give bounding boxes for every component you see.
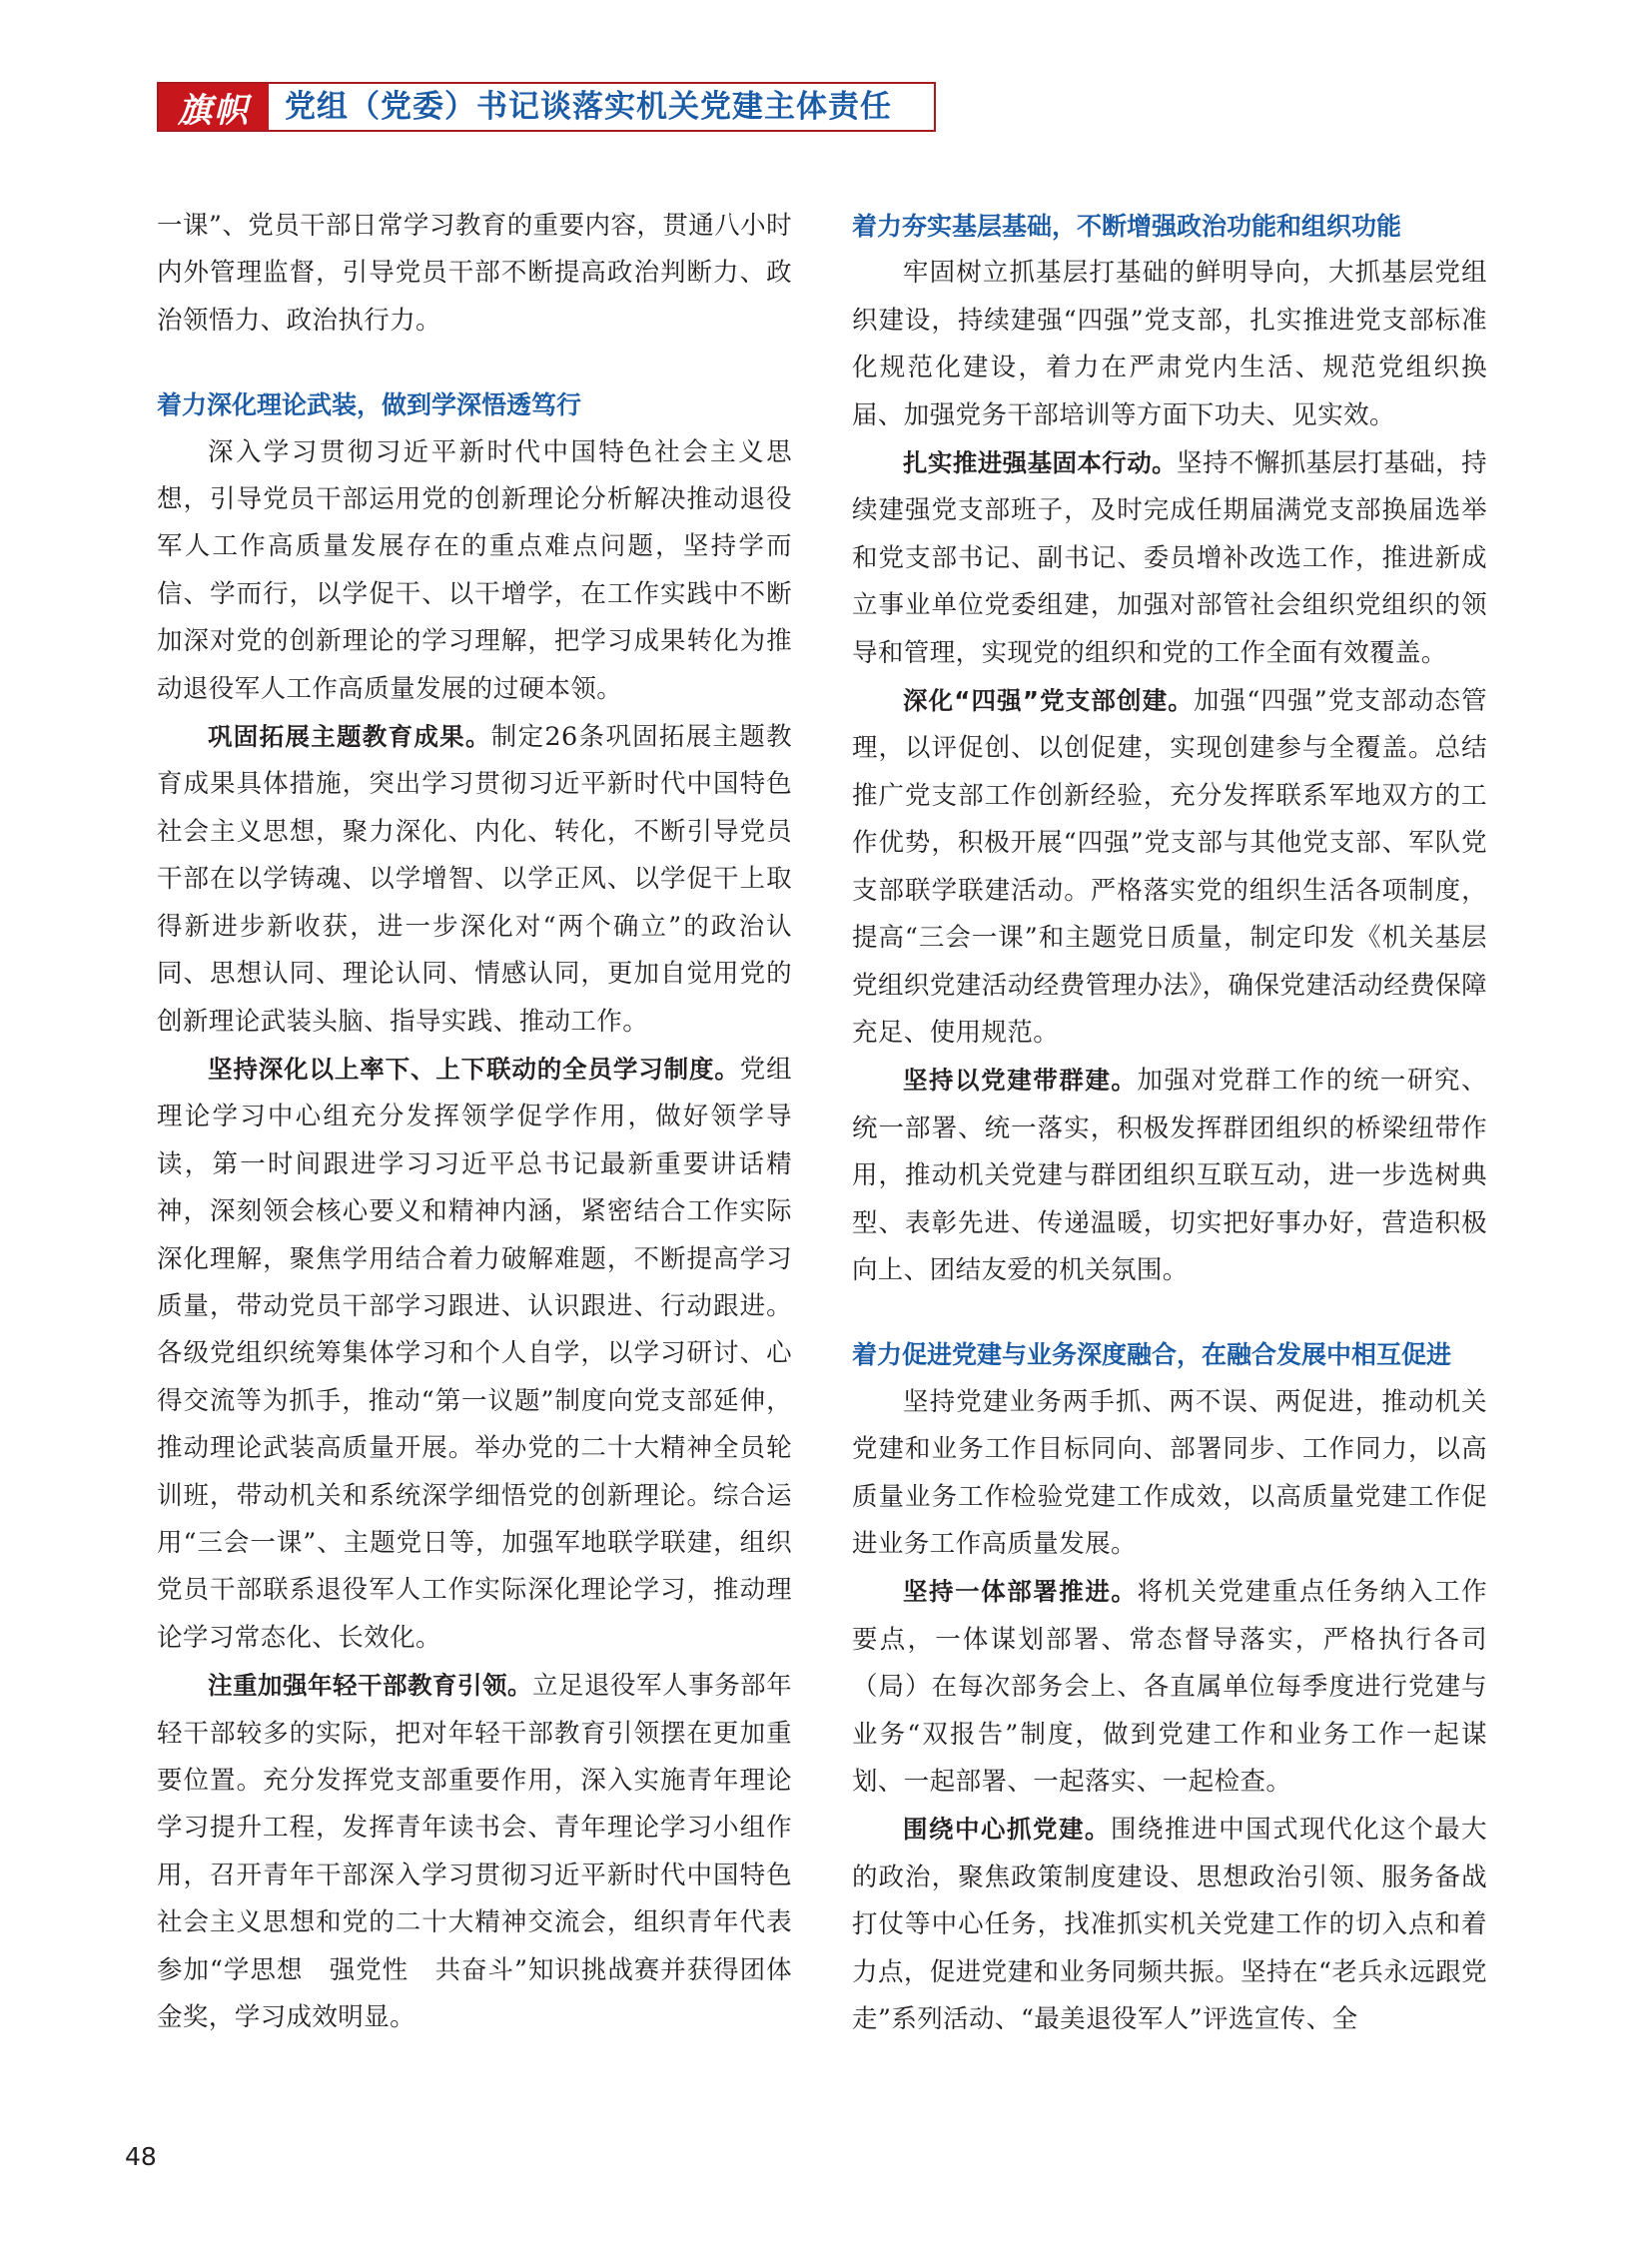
page-number: 48: [125, 2142, 157, 2171]
paragraph-lead: 注重加强年轻干部教育引领。: [208, 1671, 533, 1701]
paragraph-body: 将机关党建重点任务纳入工作要点，一体谋划部署、常态督导落实，严格执行各司（局）在每次部务会上、各直属单位每季度进行党建与业务“双报告”制度，做到党建工作和业务工作一起谋划、一起部署、一起落实、一起检查。: [852, 1577, 1487, 1797]
section-heading: 着力促进党建与业务深度融合，在融合发展中相互促进: [852, 1340, 1452, 1370]
column-title: 党组（党委）书记谈落实机关党建主体责任: [285, 89, 892, 125]
paragraph-body: 党组理论学习中心组充分发挥领学促学作用，做好领学导读，第一时间跟进学习习近平总书记最新重要讲话精神，深刻领会核心要义和精神内涵，紧密结合工作实际深化理解，聚焦学用结合着力破解难题，不断提高学习质量，带动党员干部学习跟进、认识跟进、行动跟进。各级党组织统筹集体学习和个人自学，以学习研讨、心得交流等为抓手，推动“第一议题”制度向党支部延伸，推动理论武装高质量开展。举办党的二十大精神全员轮训班，带动机关和系统深学细悟党的创新理论。综合运用“三会一课”、主题党日等，加强军地联学联建，组织党员干部联系退役军人工作实际深化理论学习，推动理论学习常态化、长效化。: [157, 1054, 792, 1653]
paragraph-body: 制定26条巩固拓展主题教育成果具体措施，突出学习贯彻习近平新时代中国特色社会主义思想，聚力深化、内化、转化，不断引导党员干部在以学铸魂、以学增智、以学正风、以学促干上取得新进步新收获，进一步深化对“两个确立”的政治认同、思想认同、理论认同、情感认同，更加自觉用党的创新理论武装头脑、指导实践、推动工作。: [157, 722, 793, 1037]
column-logo: 旗帜: [159, 84, 269, 130]
right-column: [852, 203, 1487, 2043]
paragraph-body: 加强对党群工作的统一研究、统一部署、统一落实，积极发挥群团组织的桥梁纽带作用，推动机关党建与群团组织互联互动，进一步选树典型、表彰先进、传递温暖，切实把好事办好，营造积极向上、团结友爱的机关氛围。: [852, 1066, 1487, 1285]
paragraph: [852, 1806, 1487, 2043]
paragraph: [852, 1568, 1487, 1806]
paragraph-lead: 扎实推进强基固本行动。: [903, 448, 1178, 478]
section-header: [157, 82, 936, 132]
paragraph-body: 加强“四强”党支部动态管理，以评促创、以创促建，实现创建参与全覆盖。总结推广党支部工作创新经验，充分发挥联系军地双方的工作优势，积极开展“四强”党支部与其他党支部、军队党支部联学联建活动。严格落实党的组织生活各项制度，提高“三会一课”和主题党日质量，制定印发《机关基层党组织党建活动经费管理办法》，确保党建活动经费保障充足、使用规范。: [852, 686, 1487, 1048]
paragraph-lead: 坚持深化以上率下、上下联动的全员学习制度。: [208, 1054, 740, 1084]
paragraph-body: 坚持不懈抓基层打基础，持续建强党支部班子，及时完成任期届满党支部换届选举和党支部书记、副书记、委员增补改选工作，推进新成立事业单位党委组建，加强对部管社会组织党组织的领导和管理，实现党的组织和党的工作全面有效覆盖。: [852, 448, 1487, 668]
section-heading: 着力深化理论武装，做到学深悟透笃行: [157, 390, 582, 420]
paragraph-lead: 围绕中心抓党建。: [903, 1815, 1112, 1845]
paragraph-lead: 坚持以党建带群建。: [903, 1066, 1138, 1096]
paragraph: [157, 1046, 792, 1662]
paragraph: [157, 713, 792, 1046]
paragraph: [852, 439, 1487, 677]
paragraph: 一课”、党员干部日常学习教育的重要内容，贯通八小时内外管理监督，引导党员干部不断提高政治判断力、政治领悟力、政治执行力。: [157, 211, 792, 336]
paragraph: 深入学习贯彻习近平新时代中国特色社会主义思想，引导党员干部运用党的创新理论分析解决推动退役军人工作高质量发展存在的重点难点问题，坚持学而信、学而行，以学促干、以干增学，在工作实践中不断加深对党的创新理论的学习理解，把学习成果转化为推动退役军人工作高质量发展的过硬本领。: [157, 436, 792, 704]
paragraph-lead: 深化“四强”党支部创建。: [903, 686, 1194, 716]
paragraph: [157, 1662, 792, 2041]
left-column: [157, 203, 792, 2041]
paragraph-body: 围绕推进中国式现代化这个最大的政治，聚焦政策制度建设、思想政治引领、服务备战打仗等中心任务，找准抓实机关党建工作的切入点和着力点，促进党建和业务同频共振。坚持在“老兵永远跟党走”系列活动、“最美退役军人”评选宣传、全: [852, 1815, 1488, 2035]
paragraph: 坚持党建业务两手抓、两不误、两促进，推动机关党建和业务工作目标同向、部署同步、工作同力，以高质量业务工作检验党建工作成效，以高质量党建工作促进业务工作高质量发展。: [852, 1386, 1487, 1559]
paragraph-lead: 巩固拓展主题教育成果。: [208, 722, 491, 752]
section-heading: 着力夯实基层基础，不断增强政治功能和组织功能: [852, 212, 1402, 241]
paragraph-lead: 坚持一体部署推进。: [903, 1577, 1138, 1607]
paragraph-body: 立足退役军人事务部年轻干部较多的实际，把对年轻干部教育引领摆在更加重要位置。充分发挥党支部重要作用，深入实施青年理论学习提升工程，发挥青年读书会、青年理论学习小组作用，召开青年干部深入学习贯彻习近平新时代中国特色社会主义思想和党的二十大精神交流会，组织青年代表参加“学思想 强党性 共奋斗”知识挑战赛并获得团体金奖，学习成效明显。: [157, 1671, 792, 2033]
paragraph: [852, 677, 1487, 1057]
paragraph: [852, 1057, 1487, 1294]
paragraph: 牢固树立抓基层打基础的鲜明导向，大抓基层党组织建设，持续建强“四强”党支部，扎实推进党支部标准化规范化建设，着力在严肃党内生活、规范党组织换届、加强党务干部培训等方面下功夫、见实效。: [852, 258, 1487, 430]
